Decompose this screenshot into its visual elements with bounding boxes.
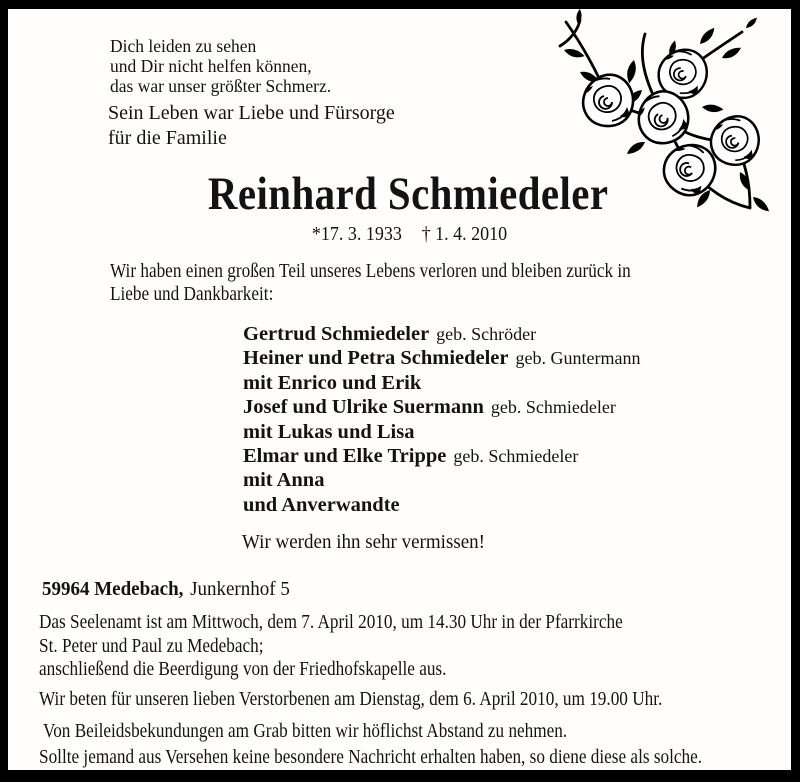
mourner-entry	[243, 494, 640, 518]
mourner-maiden-name: geb. Schmiedeler	[453, 446, 579, 467]
mourner-name: mit Anna	[243, 469, 325, 492]
condolence-text: Von Beileidsbekundungen am Grab bitten wir höflichst Abstand zu nehmen.	[43, 720, 568, 742]
verse-line: das war unser größter Schmerz.	[110, 76, 332, 96]
mourner-name: mit Lukas und Lisa	[243, 420, 415, 443]
dates-inner	[312, 223, 507, 246]
mourner-entry	[243, 396, 640, 420]
service-info	[39, 611, 718, 682]
intro-line: Liebe und Dankbarkeit:	[110, 283, 274, 305]
obituary-page	[8, 9, 791, 770]
address-city: 59964 Medebach,	[42, 578, 184, 600]
service-line: anschließend die Beerdigung von der Friedhofskapelle aus.	[39, 658, 447, 680]
life-dates	[8, 223, 791, 246]
service-line: Das Seelenamt ist am Mittwoch, dem 7. April 2010, um 14.30 Uhr in der Pfarrkirche	[39, 611, 623, 633]
mourner-name: Heiner und Petra Schmiedeler	[243, 347, 509, 370]
dedication	[108, 101, 395, 150]
address-street: Junkernhof 5	[190, 578, 290, 600]
farewell-text: Wir werden ihn sehr vermissen!	[242, 531, 485, 553]
intro-line: Wir haben einen großen Teil unseres Lebens verloren und bleiben zurück in	[110, 260, 631, 282]
mourner-maiden-name: geb. Schmiedeler	[490, 397, 616, 418]
opening-verse	[110, 36, 331, 96]
farewell-line	[242, 531, 498, 554]
mourner-name: Gertrud Schmiedeler	[243, 323, 430, 345]
mourner-name: Josef und Ulrike Suermann	[243, 396, 484, 419]
deceased-name-row	[8, 167, 791, 221]
address-inner	[42, 578, 290, 601]
condolence-note	[43, 720, 653, 743]
service-line: St. Peter und Paul zu Medebach;	[39, 634, 264, 657]
death-date: † 1. 4. 2010	[421, 223, 508, 245]
mourners-list	[243, 323, 640, 518]
mourner-entry	[243, 445, 640, 469]
dedication-line: für die Familie	[108, 126, 227, 149]
mourner-maiden-name: geb. Guntermann	[515, 348, 641, 369]
mourner-entry	[243, 421, 640, 445]
mourner-entry	[243, 469, 640, 493]
mourner-entry	[243, 347, 640, 371]
notice-text: Sollte jemand aus Versehen keine besondere Nachricht erhalten haben, so diene diese als solche.	[39, 746, 703, 768]
deceased-name: Reinhard Schmiedeler	[208, 168, 609, 220]
address-line	[42, 578, 303, 601]
prayer-text: Wir beten für unseren lieben Verstorbenen am Dienstag, dem 6. April 2010, um 19.00 Uhr.	[39, 688, 663, 710]
notice-note	[39, 746, 791, 769]
mourner-name: mit Enrico und Erik	[243, 371, 422, 394]
mourner-entry	[243, 372, 640, 396]
intro-paragraph	[110, 260, 716, 306]
verse-line: Dich leiden zu sehen	[110, 36, 257, 56]
dedication-line: Sein Leben war Liebe und Fürsorge	[108, 102, 395, 124]
verse-line: und Dir nicht helfen können,	[110, 56, 312, 76]
mourner-name: Elmar und Elke Trippe	[243, 445, 447, 468]
prayer-info	[39, 688, 764, 711]
mourner-maiden-name: geb. Schröder	[436, 324, 537, 344]
birth-date: *17. 3. 1933	[311, 223, 402, 245]
mourner-entry	[243, 323, 640, 347]
mourner-name: und Anverwandte	[243, 493, 400, 516]
